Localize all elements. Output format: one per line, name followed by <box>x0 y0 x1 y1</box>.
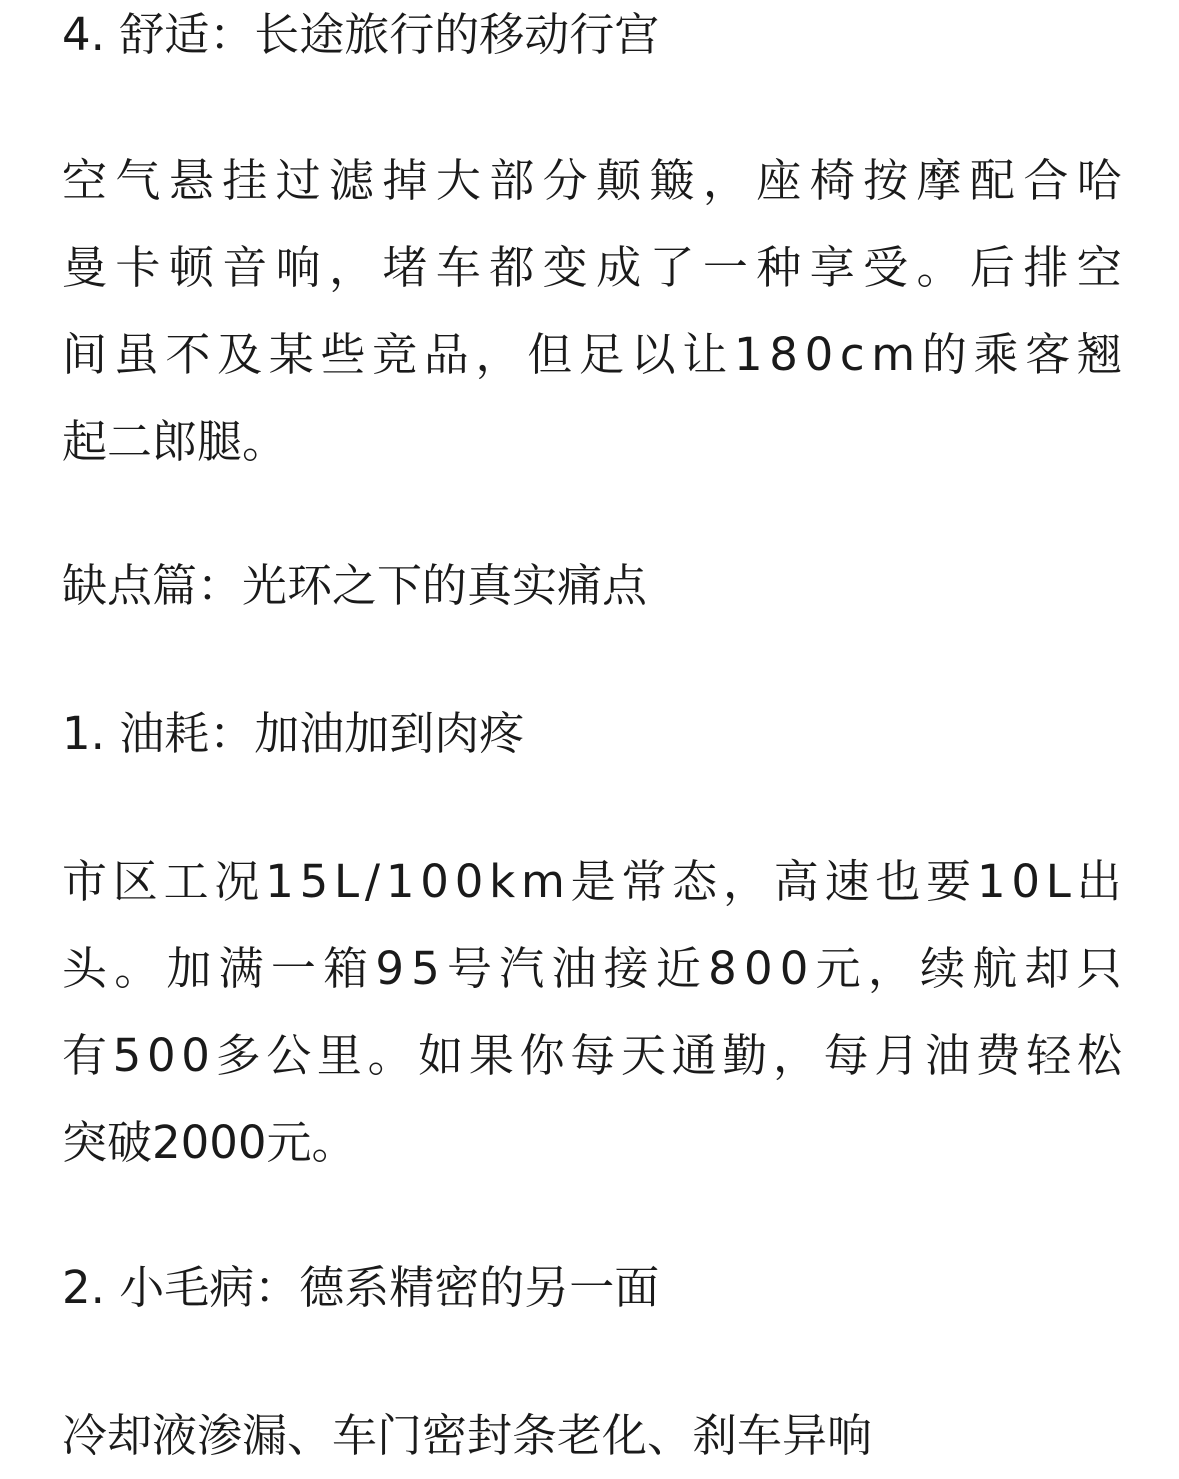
paragraph-line: 间 虽 不 及 某 些 竞 品 ， 但 足 以 让 1 8 0 c m 的 乘 客 翘 <box>62 328 1122 381</box>
paragraph-line: 空 气 悬 挂 过 滤 掉 大 部 分 颠 簸 ， 座 椅 按 摩 配 合 哈 <box>62 154 1122 207</box>
paragraph-line: 市 区 工 况 1 5 L / 1 0 0 k m 是 常 态 ， 高 速 也 要 1 0 L 出 <box>62 855 1122 908</box>
section-heading-cons: 缺点篇：光环之下的真实痛点 <box>62 559 648 612</box>
heading-comfort: 4. 舒适：长途旅行的移动行宫 <box>62 8 660 61</box>
paragraph-fuel <box>62 838 1122 1186</box>
paragraph-comfort <box>62 137 1122 485</box>
paragraph-line: 曼 卡 顿 音 响 ， 堵 车 都 变 成 了 一 种 享 受 。 后 排 空 <box>62 241 1122 294</box>
paragraph-line: 有 5 0 0 多 公 里 。 如 果 你 每 天 通 勤 ， 每 月 油 费 轻 松 <box>62 1029 1122 1082</box>
heading-fuel: 1. 油耗：加油加到肉疼 <box>62 707 525 760</box>
paragraph-line: 起二郎腿。 <box>62 415 288 468</box>
paragraph-line: 突破2000元。 <box>62 1116 357 1169</box>
heading-faults: 2. 小毛病：德系精密的另一面 <box>62 1261 660 1314</box>
paragraph-faults-partial: 冷却液渗漏、车门密封条老化、刹车异响 <box>62 1409 873 1462</box>
paragraph-line: 头 。 加 满 一 箱 9 5 号 汽 油 接 近 8 0 0 元 ， 续 航 却 只 <box>62 942 1122 995</box>
